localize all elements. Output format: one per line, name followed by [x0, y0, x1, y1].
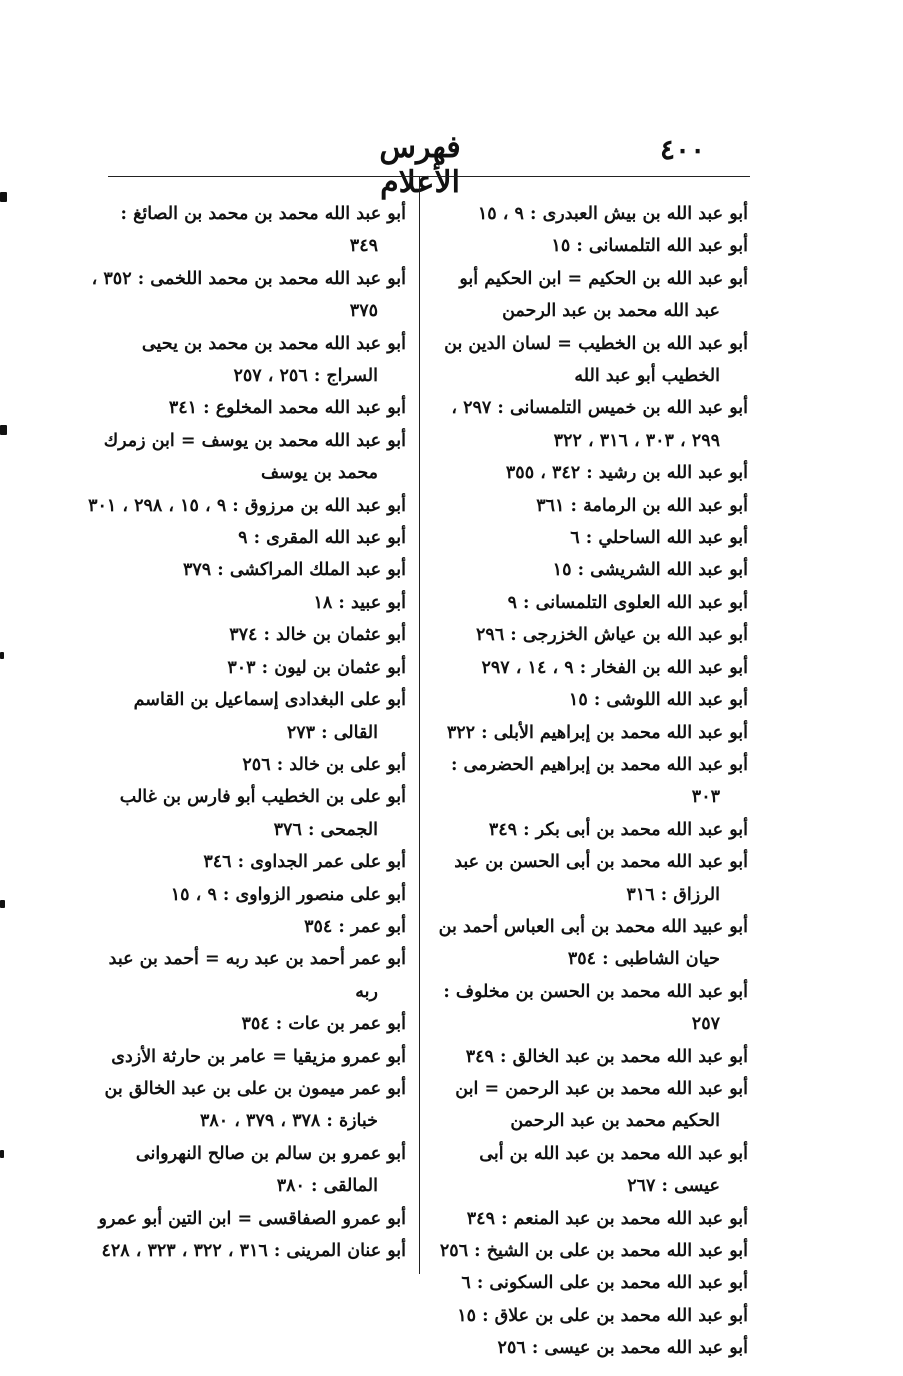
index-entry: أبو عبيد الله محمد بن أبى العباس أحمد بن حيان الشاطبى : ٣٥٤ — [438, 916, 748, 970]
page-title: فهرس الأعلام — [379, 130, 461, 200]
index-entry: أبو عبد الله بن الفخار : ٩ ، ١٤ ، ٢٩٧ — [481, 657, 748, 678]
index-entry: أبو على بن الخطيب أبو فارس بن غالب الجمحى : ٣٧٦ — [119, 787, 406, 840]
index-entry: أبو عمر : ٣٥٤ — [304, 916, 406, 937]
index-entry: أبو عبد الله محمد بن عيسى : ٢٥٦ — [497, 1338, 748, 1359]
index-entry: أبو عبد الله محمد بن إبراهيم الأبلى : ٣٢٢ — [446, 722, 748, 743]
index-entry: أبو عبد الله محمد بن عبد الله بن أبى عيسى : ٢٦٧ — [479, 1143, 748, 1197]
index-entry: أبو عبد الله الساحلي : ٦ — [570, 528, 748, 549]
index-entry: أبو عمرو بن سالم بن صالح النهروانى المالقى : ٣٨٠ — [135, 1143, 406, 1197]
header-rule — [108, 176, 750, 177]
index-entry: أبو عبد الله محمد بن على السكونى : ٦ — [461, 1273, 748, 1294]
index-entry: أبو عمر بن عات : ٣٥٤ — [241, 1014, 406, 1035]
page-edge-mark — [0, 900, 5, 908]
index-entry: أبو على منصور الزواوى : ٩ ، ١٥ — [170, 884, 406, 905]
index-entry: أبو عبد الله محمد بن الحسن بن مخلوف : ٢٥٧ — [443, 981, 748, 1035]
page-number: ٤٠٠ — [660, 133, 706, 166]
index-entry: أبو عبد الله العلوى التلمسانى : ٩ — [507, 592, 748, 613]
index-entry: أبو عبد الله بن الخطيب = لسان الدين بن الخطيب أبو عبد الله — [444, 333, 748, 387]
index-entry: أبو عبيد : ١٨ — [313, 592, 406, 613]
index-column-right — [438, 198, 748, 1365]
index-entry: أبو عبد الله محمد بن إبراهيم الحضرمى : ٣٠٣ — [450, 754, 748, 808]
index-entry: أبو عبد الله بن الرمامة : ٣٦١ — [536, 495, 748, 516]
index-entry: أبو عبد الله محمد بن محمد بن يحيى السراج : ٢٥٦ ، ٢٥٧ — [141, 333, 406, 387]
index-entry: أبو عمرو الصفاقسى = ابن التين أبو عمرو — [98, 1208, 406, 1229]
index-entry: أبو عبد الله محمد بن يوسف = ابن زمرك محمد بن يوسف — [103, 430, 406, 484]
index-entry: أبو عبد الله محمد بن عبد المنعم : ٣٤٩ — [466, 1208, 748, 1229]
index-entry: أبو على البغدادى إسماعيل بن القاسم القالى : ٢٧٣ — [133, 690, 406, 743]
index-entry: أبو عثمان بن خالد : ٣٧٤ — [229, 625, 406, 646]
index-entry: أبو عنان المرينى : ٣١٦ ، ٣٢٢ ، ٣٢٣ ، ٤٢٨ — [101, 1241, 406, 1261]
index-entry: أبو عبد الله التلمسانى : ١٥ — [551, 236, 748, 257]
page-edge-mark — [0, 1150, 4, 1158]
index-entry: أبو على بن خالد : ٢٥٦ — [242, 754, 406, 775]
index-column-left — [88, 198, 406, 1267]
index-entry: أبو عبد الله محمد بن أبى بكر : ٣٤٩ — [488, 819, 748, 840]
index-entry: أبو عمرو مزيقيا = عامر بن حارثة الأزدى — [111, 1046, 406, 1067]
index-entry: أبو عبد الله بن خميس التلمسانى : ٢٩٧ ، ٢٩٩ ، ٣٠٣ ، ٣١٦ ، ٣٢٢ — [451, 398, 748, 451]
index-entry: أبو عبد الله بن مرزوق : ٩ ، ١٥ ، ٢٩٨ ، ٣٠١ — [88, 495, 406, 516]
index-entry: أبو عبد الملك المراكشى : ٣٧٩ — [182, 560, 406, 581]
index-entry: أبو عبد الله الشريشى : ١٥ — [552, 560, 748, 581]
index-entry: أبو عبد الله محمد بن محمد بن الصائغ : ٣٤٩ — [120, 204, 406, 257]
index-entry: أبو عبد الله محمد بن على بن علاق : ١٥ — [457, 1305, 748, 1326]
index-entry: أبو عبد الله محمد بن على بن الشيخ : ٢٥٦ — [439, 1241, 748, 1261]
index-entry: أبو عبد الله اللوشى : ١٥ — [568, 690, 748, 711]
page-edge-mark — [0, 652, 4, 659]
index-entry: أبو على عمر الجداوى : ٣٤٦ — [203, 852, 406, 873]
index-entry: أبو عبد الله محمد بن أبى الحسن بن عبد الرزاق : ٣١٦ — [454, 852, 748, 905]
index-entry: أبو عبد الله بن عياش الخزرجى : ٢٩٦ — [476, 625, 748, 646]
page-edge-mark — [0, 192, 7, 202]
index-entry: أبو عبد الله محمد بن عبد الخالق : ٣٤٩ — [465, 1046, 748, 1067]
index-entry: أبو عمر ميمون بن على بن عبد الخالق بن خبازة : ٣٧٨ ، ٣٧٩ ، ٣٨٠ — [104, 1078, 406, 1132]
column-divider — [419, 176, 420, 1274]
index-entry: أبو عبد الله بن الحكيم = ابن الحكيم أبو عبد الله محمد بن عبد الرحمن — [459, 268, 748, 322]
index-entry: أبو عبد الله المقرى : ٩ — [238, 528, 406, 549]
index-entry: أبو عبد الله محمد بن عبد الرحمن = ابن الحكيم محمد بن عبد الرحمن — [455, 1078, 748, 1132]
index-entry: أبو عبد الله محمد المخلوع : ٣٤١ — [168, 398, 406, 419]
index-entry: أبو عبد الله بن رشيد : ٣٤٢ ، ٣٥٥ — [505, 463, 748, 484]
index-entry: أبو عبد الله محمد بن محمد اللخمى : ٣٥٢ ، ٣٧٥ — [91, 268, 406, 322]
page-edge-mark — [0, 425, 7, 435]
index-entry: أبو عبد الله بن بيش العبدرى : ٩ ، ١٥ — [477, 204, 748, 224]
index-entry: أبو عمر أحمد بن عبد ربه = أحمد بن عبد ربه — [108, 949, 406, 1002]
index-entry: أبو عثمان بن ليون : ٣٠٣ — [227, 657, 406, 678]
